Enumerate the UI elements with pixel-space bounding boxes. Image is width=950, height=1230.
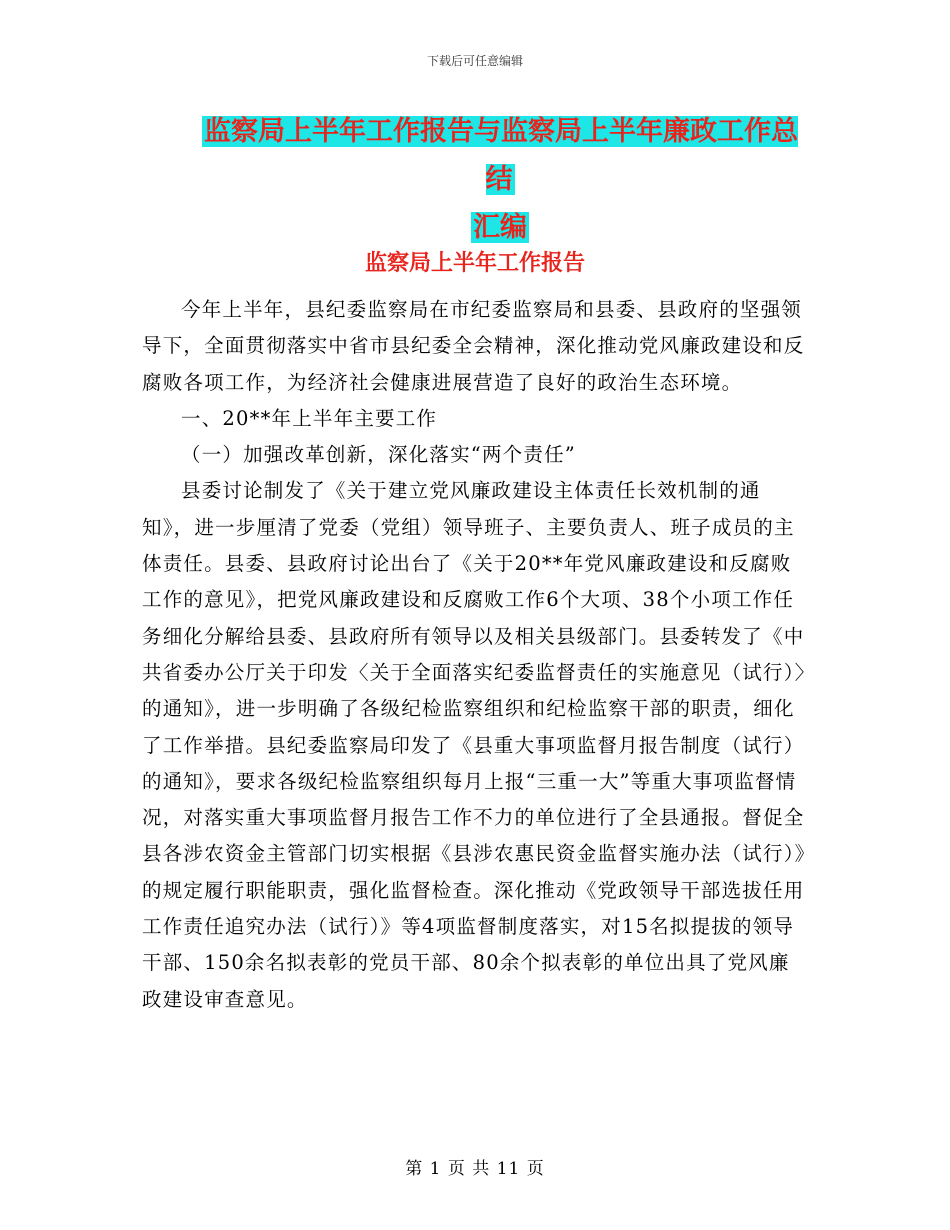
- section-title: 监察局上半年工作报告: [364, 251, 585, 276]
- document-body: [142, 292, 810, 1018]
- paragraph-intro: 今年上半年，县纪委监察局在市纪委监察局和县委、县政府的坚强领导下，全面贯彻落实中省市县纪委全会精神，深化推动党风廉政建设和反腐败各项工作，为经济社会健康进展营造了良好的政治生态环境。: [142, 298, 805, 394]
- heading-part-one: 一、20**年上半年主要工作: [181, 406, 438, 430]
- paragraph-body: 县委讨论制发了《关于建立党风廉政建设主体责任长效机制的通知》，进一步厘清了党委（党组）领导班子、主要负责人、班子成员的主体责任。县委、县政府讨论出台了《关于20**年党风廉政建设和反腐败工作的意见》，把党风廉政建设和反腐败工作6个大项、38个小项工作任务细化分解给县委、县政府所有领导以及相关县级部门。县委转发了《中共省委办公厅关于印发〈关于全面落实纪委监督责任的实施意见（试行）〉的通知》，进一步明确了各级纪检监察组织和纪检监察干部的职责，细化了工作举措。县纪委监察局印发了《县重大事项监督月报告制度（试行）的通知》，要求各级纪检监察组织每月上报“三重一大”等重大事项监督情况，对落实重大事项监督月报告工作不力的单位进行了全县通报。督促全县各涉农资金主管部门切实根据《县涉农惠民资金监督实施办法（试行）》的规定履行职能职责，强化监督检查。深化推动《党政领导干部选拔任用工作责任追究办法（试行）》等4项监督制度落实，对15名拟提拔的领导干部、150余名拟表彰的党员干部、80余个拟表彰的单位出具了党风廉政建设审查意见。: [142, 479, 806, 1011]
- page-number: 第 1 页 共 11 页: [405, 1159, 545, 1179]
- document-title-line-1: 监察局上半年工作报告与监察局上半年廉政工作总结: [204, 116, 798, 195]
- page-header-note: 下载后可任意编辑: [426, 54, 523, 68]
- document-title-line-2: 汇编: [473, 212, 527, 243]
- document-title: [190, 108, 810, 252]
- heading-subsection-one: （一）加强改革创新，深化落实“两个责任”: [181, 443, 576, 467]
